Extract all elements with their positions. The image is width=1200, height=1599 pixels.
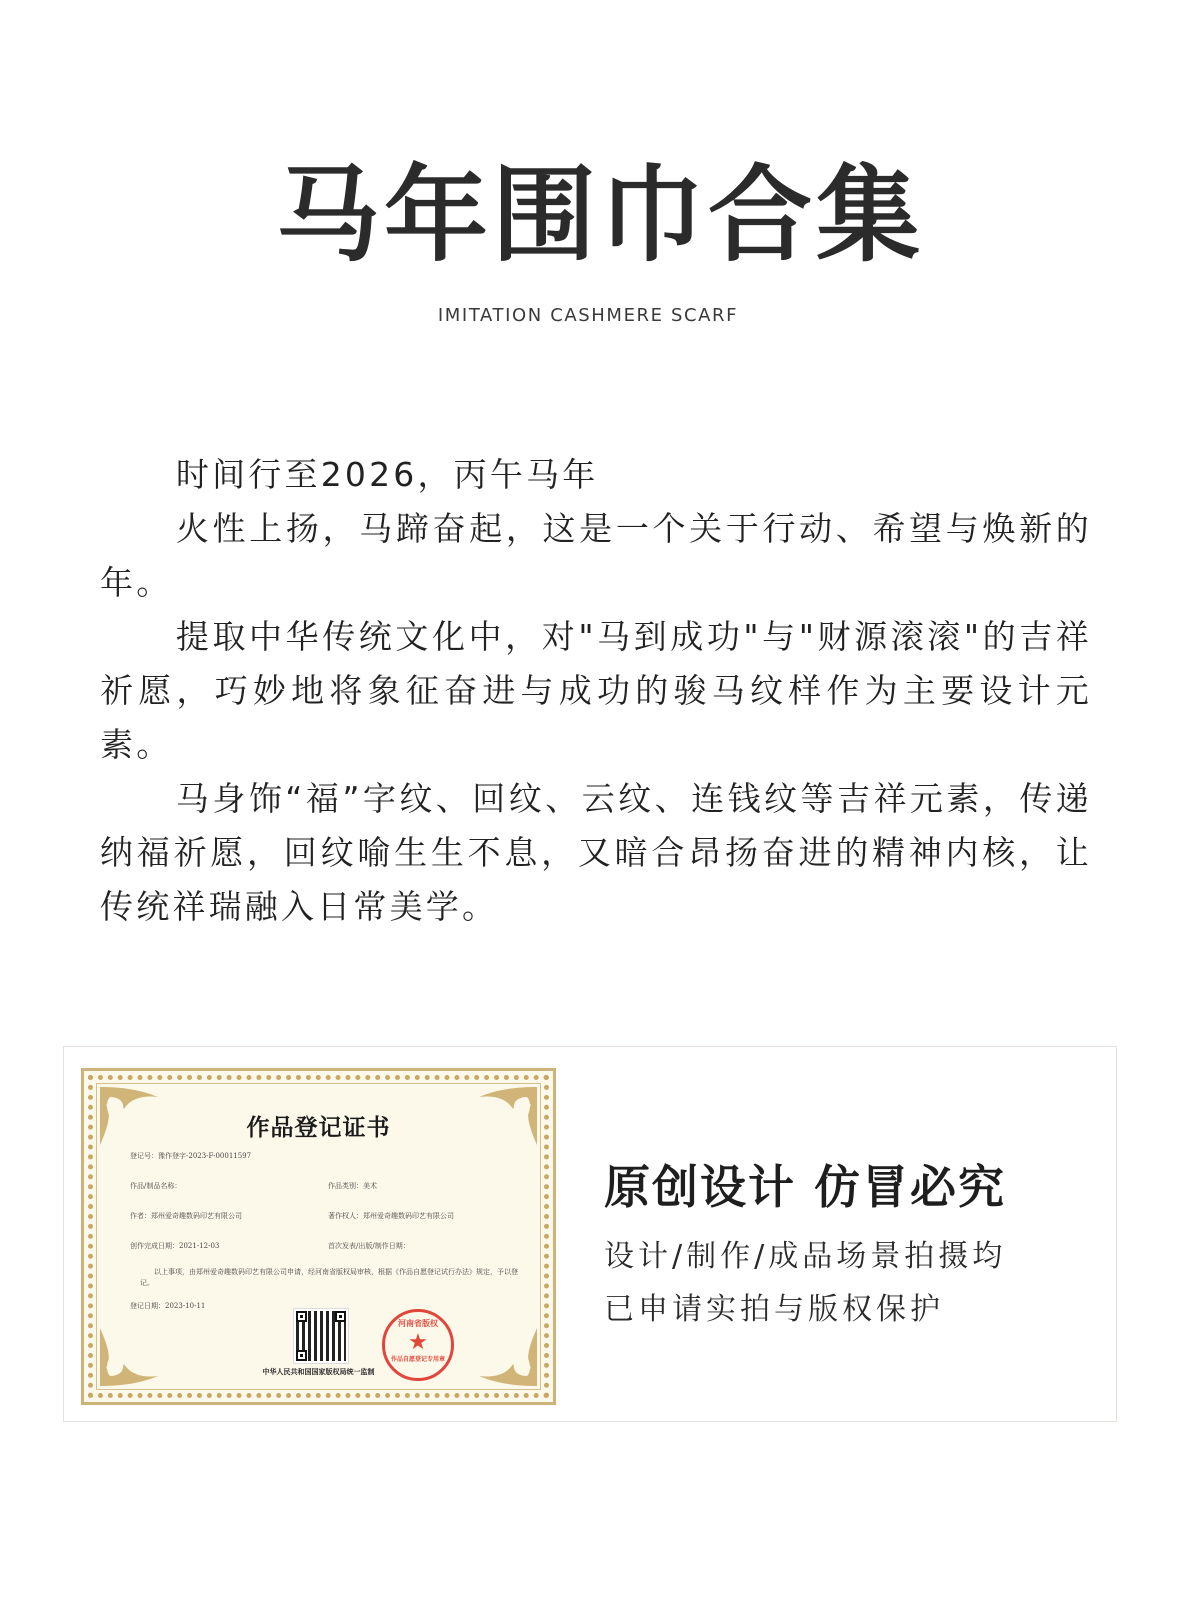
certificate-footer: 中华人民共和国国家版权局统一监制 xyxy=(262,1367,375,1376)
certificate-owner: 著作权人：郑州爱奇趣数码印艺有限公司 xyxy=(328,1212,454,1220)
copyright-line-1: 设计/制作/成品场景拍摄均 xyxy=(604,1239,1007,1274)
paragraph: 时间行至2026，丙午马年 xyxy=(175,455,599,494)
star-icon: ★ xyxy=(408,1330,428,1355)
certificate-publish-date: 首次发表/出版/制作日期： xyxy=(328,1242,410,1250)
copyright-card xyxy=(63,1046,1117,1422)
copyright-heading: 原创设计 仿冒必究 xyxy=(604,1160,1007,1214)
seal-top-text: 河南省版权 xyxy=(398,1318,438,1328)
certificate-reg-no: 登记号：豫作登字-2023-F-00011597 xyxy=(130,1152,252,1160)
certificate-work-type: 作品类别：美术 xyxy=(328,1182,377,1190)
paragraph: 马身饰“福”字纹、回纹、云纹、连钱纹等吉祥元素，传递纳福祈愿，回纹喻生生不息，又暗合昂扬奋进的精神内核，让传统祥瑞融入日常美学。 xyxy=(100,779,1092,926)
certificate-completion-date: 创作完成日期：2021-12-03 xyxy=(130,1242,220,1250)
certificate-image xyxy=(81,1068,556,1405)
certificate-author: 作者：郑州爱奇趣数码印艺有限公司 xyxy=(130,1212,242,1220)
certificate-title: 作品登记证书 xyxy=(246,1114,391,1141)
seal-bottom-text: 作品自愿登记专用章 xyxy=(390,1356,445,1363)
certificate-work-name: 作品/制品名称： xyxy=(130,1182,182,1190)
ornament-corner-icon xyxy=(471,1320,541,1390)
qr-code-icon xyxy=(294,1309,348,1363)
copyright-line-2: 已申请实拍与版权保护 xyxy=(604,1292,944,1327)
paragraph: 火性上扬，马蹄奋起，这是一个关于行动、希望与焕新的年。 xyxy=(100,509,1092,602)
description-text xyxy=(100,448,1092,934)
ornament-corner-icon xyxy=(96,1320,166,1390)
certificate-note: 以上事项，由郑州爱奇趣数码印艺有限公司申请，经河南省版权局审核，根据《作品自愿登记试行办法》规定，予以登记。 xyxy=(140,1268,518,1287)
page-subtitle: IMITATION CASHMERE SCARF xyxy=(437,305,739,326)
certificate-reg-date: 登记日期：2023-10-11 xyxy=(130,1302,206,1310)
page-title: 马年围巾合集 xyxy=(275,153,924,276)
paragraph: 提取中华传统文化中，对"马到成功"与"财源滚滚"的吉祥祈愿，巧妙地将象征奋进与成功的骏马纹样作为主要设计元素。 xyxy=(100,617,1092,764)
